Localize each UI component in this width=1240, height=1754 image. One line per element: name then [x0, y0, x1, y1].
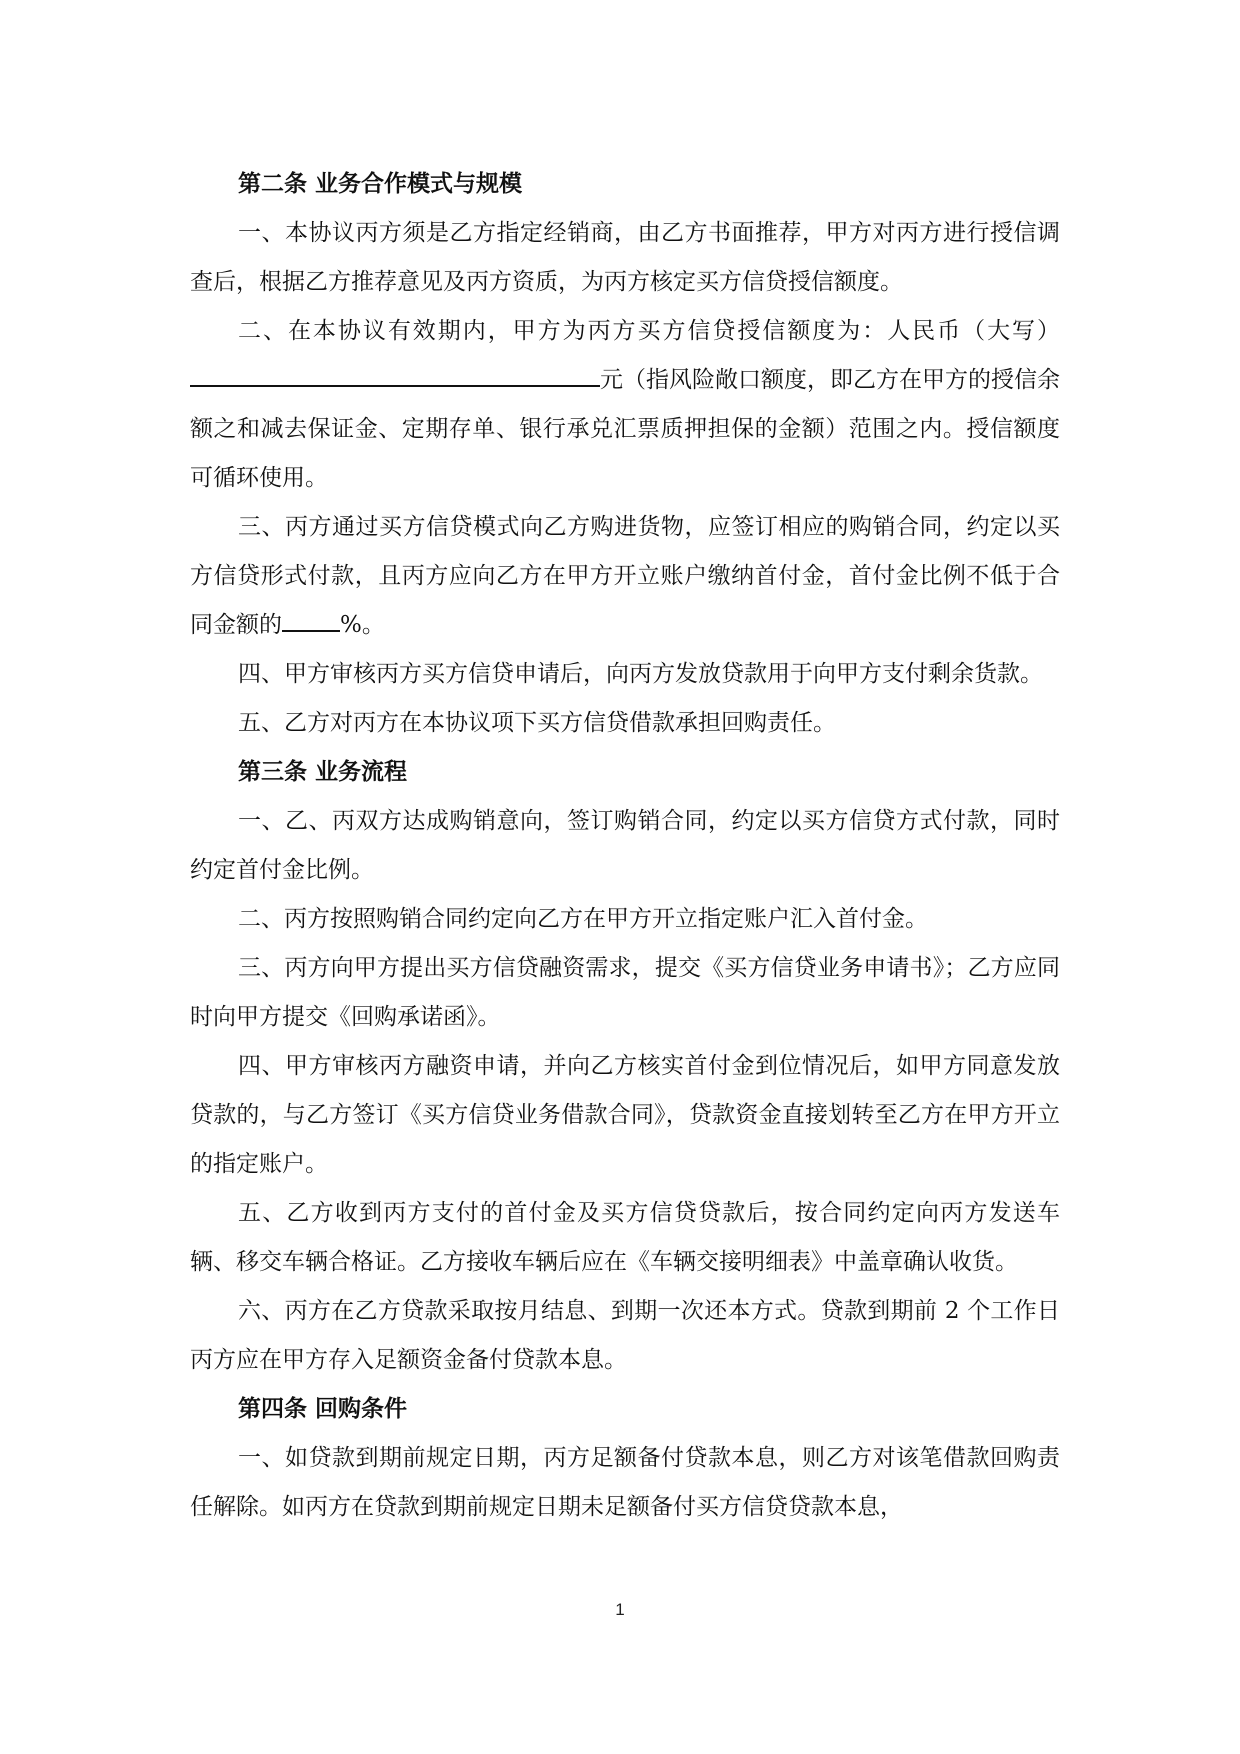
article-3-clause-4: 四、甲方审核丙方融资申请，并向乙方核实首付金到位情况后，如甲方同意发放贷款的，与乙方签订《买方信贷业务借款合同》，贷款资金直接划转至乙方在甲方开立的指定账户。	[190, 1053, 1060, 1177]
clause-2-text-before: 二、在本协议有效期内，甲方为丙方买方信贷授信额度为：人民币（大写）	[238, 318, 1060, 344]
article-2-clause-4: 四、甲方审核丙方买方信贷申请后，向丙方发放贷款用于向甲方支付剩余货款。	[238, 661, 1043, 687]
clause-2-text-after: 元（指风险敞口额度，即乙方在甲方的授信余额之和减去保证金、定期存单、银行承兑汇票质押担保的金额）范围之内。授信额度可循环使用。	[190, 367, 1060, 491]
article-3-clause-5: 五、乙方收到丙方支付的首付金及买方信贷贷款后，按合同约定向丙方发送车辆、移交车辆合格证。乙方接收车辆后应在《车辆交接明细表》中盖章确认收货。	[190, 1200, 1060, 1275]
amount-blank-line	[190, 362, 600, 387]
article-4-heading: 第四条 回购条件	[238, 1396, 408, 1422]
article-4-clause-1: 一、如贷款到期前规定日期，丙方足额备付贷款本息，则乙方对该笔借款回购责任解除。如丙方在贷款到期前规定日期未足额备付买方信贷贷款本息，	[190, 1445, 1060, 1520]
article-2-clause-1: 一、本协议丙方须是乙方指定经销商，由乙方书面推荐，甲方对丙方进行授信调查后，根据乙方推荐意见及丙方资质，为丙方核定买方信贷授信额度。	[190, 220, 1060, 295]
article-3-clause-2: 二、丙方按照购销合同约定向乙方在甲方开立指定账户汇入首付金。	[238, 906, 928, 932]
article-3-clause-6: 六、丙方在乙方贷款采取按月结息、到期一次还本方式。贷款到期前 2 个工作日丙方应在甲方存入足额资金备付贷款本息。	[190, 1298, 1060, 1373]
percent-blank-line	[282, 607, 340, 632]
article-3-heading: 第三条 业务流程	[238, 759, 408, 785]
article-3-clause-1: 一、乙、丙双方达成购销意向，签订购销合同，约定以买方信贷方式付款，同时约定首付金比例。	[190, 808, 1060, 883]
page-number: 1	[615, 1600, 625, 1619]
article-2-heading: 第二条 业务合作模式与规模	[238, 171, 523, 197]
clause-3-text-after: %。	[340, 612, 385, 638]
clause-3-text-before: 三、丙方通过买方信贷模式向乙方购进货物，应签订相应的购销合同，约定以买方信贷形式付款，且丙方应向乙方在甲方开立账户缴纳首付金，首付金比例不低于合同金额的	[190, 514, 1060, 638]
article-2-clause-3	[190, 503, 1060, 650]
article-2-clause-5: 五、乙方对丙方在本协议项下买方信贷借款承担回购责任。	[238, 710, 836, 736]
document-page	[190, 160, 1060, 1532]
article-3-clause-3: 三、丙方向甲方提出买方信贷融资需求，提交《买方信贷业务申请书》；乙方应同时向甲方提交《回购承诺函》。	[190, 955, 1060, 1030]
article-2-clause-2	[190, 307, 1060, 503]
